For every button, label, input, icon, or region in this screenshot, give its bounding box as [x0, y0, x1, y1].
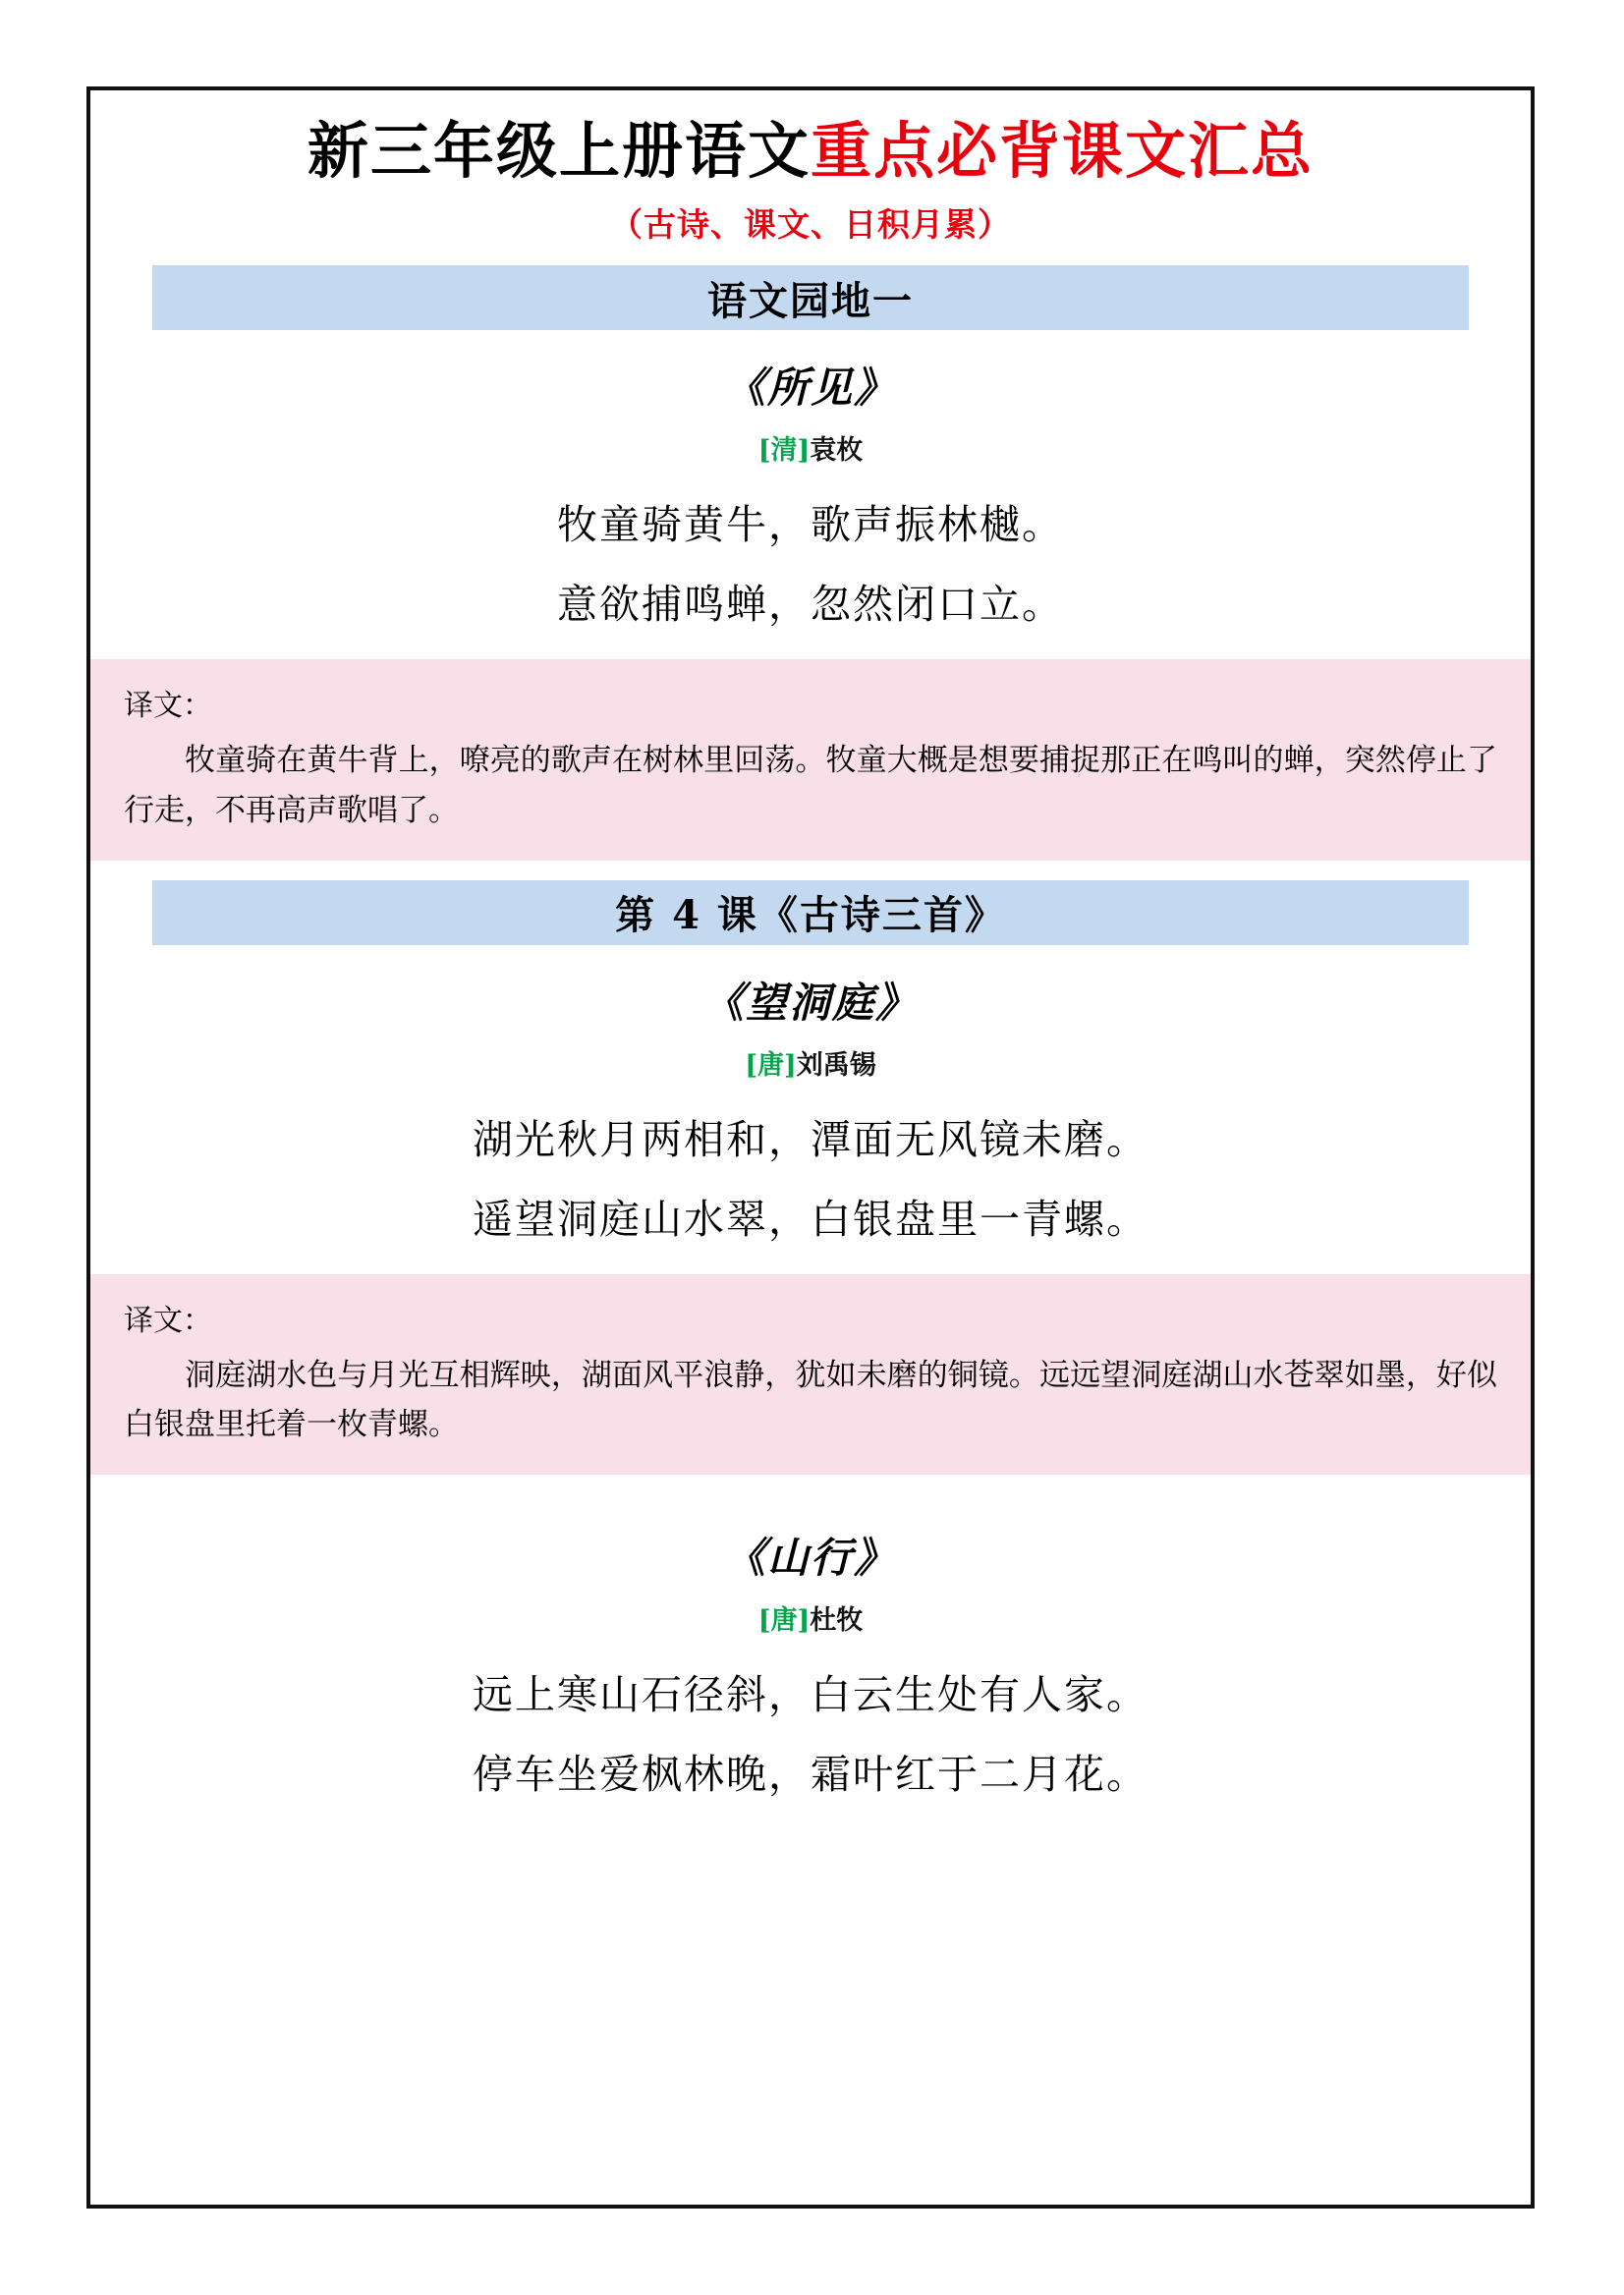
poem-title: 《所见》 — [723, 364, 897, 413]
poem-author-name: 袁枚 — [810, 435, 864, 467]
translation-panel — [90, 1274, 1531, 1475]
poem-dynasty: [唐] — [745, 1049, 797, 1081]
poem-title: 《望洞庭》 — [701, 978, 919, 1027]
translation-label: 译文： — [124, 1303, 212, 1338]
poem-line: 意欲捕鸣蝉，忽然闭口立。 — [557, 581, 1064, 629]
translation-text: 洞庭湖水色与月光互相辉映，湖面风平浪静，犹如未磨的铜镜。远远望洞庭湖山水苍翠如墨，好似白银盘里托着一枚青螺。 — [124, 1357, 1497, 1442]
page-title-part-black: 新三年级上册语文 — [307, 115, 811, 187]
poem-shanxing — [90, 1526, 1531, 1800]
poem-title: 《山行》 — [723, 1534, 897, 1583]
poem-author — [90, 428, 1531, 467]
poem-line: 停车坐爱枫林晚，霜叶红于二月花。 — [473, 1751, 1148, 1799]
poem-line: 湖光秋月两相和，潭面无风镜未磨。 — [473, 1115, 1148, 1163]
poem-author — [90, 1043, 1531, 1082]
document-page — [86, 86, 1535, 2209]
page-subtitle: （古诗、课文、日积月累） — [610, 205, 1011, 245]
translation-panel — [90, 659, 1531, 860]
section-banner-2-label: 第 4 课《古诗三首》 — [615, 892, 1006, 939]
page-title-part-red: 重点必背课文汇总 — [811, 115, 1315, 187]
poem-dynasty: [清] — [757, 435, 811, 467]
section-banner-1 — [152, 265, 1469, 330]
poem-author — [90, 1598, 1531, 1637]
poem-author-name: 刘禹锡 — [796, 1049, 876, 1081]
document-body — [90, 116, 1531, 1800]
poem-wangdongting — [90, 971, 1531, 1245]
translation-text: 牧童骑在黄牛背上，嘹亮的歌声在树林里回荡。牧童大概是想要捕捉那正在鸣叫的蝉，突然停止了行走，不再高声歌唱了。 — [124, 743, 1497, 828]
poem-line: 牧童骑黄牛，歌声振林樾。 — [557, 501, 1064, 549]
section-banner-1-label: 语文园地一 — [707, 277, 914, 324]
poem-line: 遥望洞庭山水翠，白银盘里一青螺。 — [473, 1195, 1148, 1243]
poem-suojian — [90, 356, 1531, 630]
poem-line: 远上寒山石径斜，白云生处有人家。 — [473, 1671, 1148, 1719]
title-block — [90, 116, 1531, 246]
poem-dynasty: [唐] — [757, 1605, 811, 1637]
translation-label: 译文： — [124, 689, 212, 724]
section-banner-2 — [152, 880, 1469, 945]
page-title — [90, 116, 1531, 186]
poem-author-name: 杜牧 — [810, 1605, 864, 1637]
